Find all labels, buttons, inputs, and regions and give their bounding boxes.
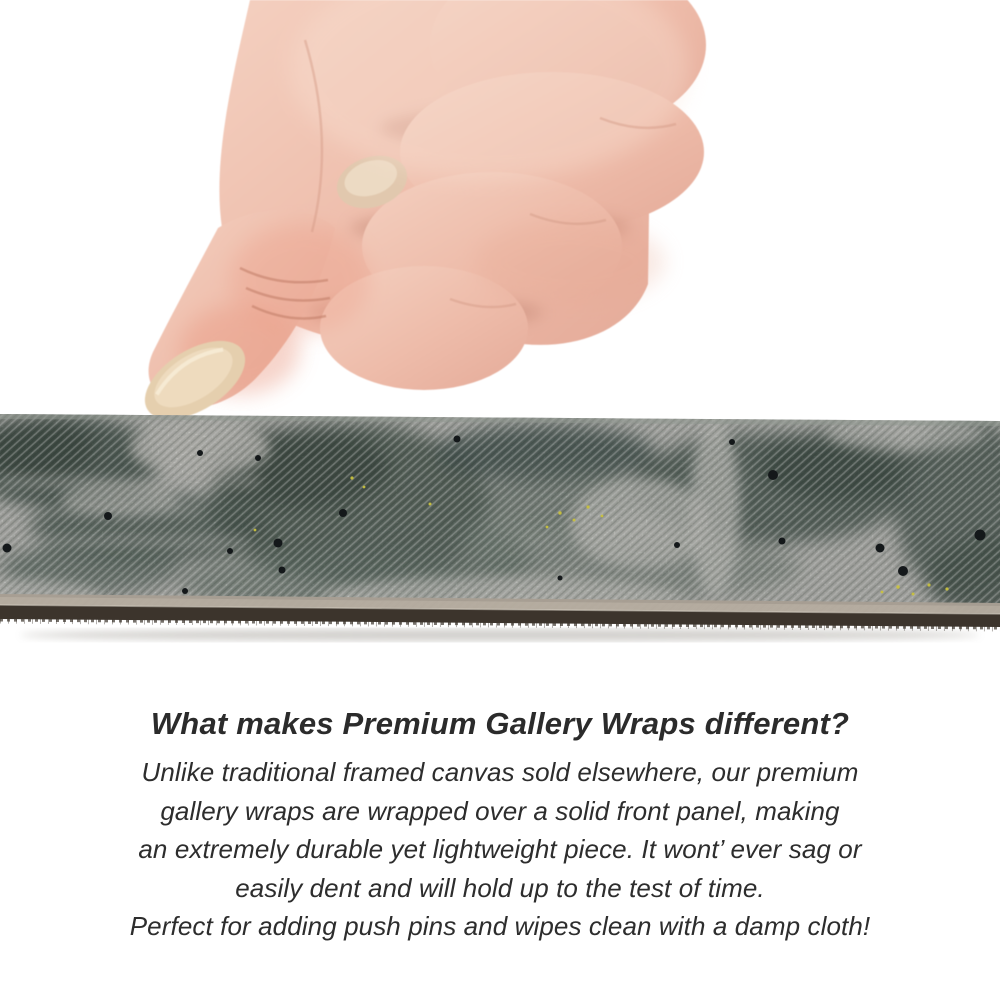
canvas-texture [0,408,1000,620]
info-line-2: gallery wraps are wrapped over a solid front panel, making [160,795,840,826]
skin-blush [475,220,665,304]
info-heading: What makes Premium Gallery Wraps different? [150,706,850,741]
info-text-block [0,703,1000,946]
canvas-edge-photo [0,408,1000,648]
info-line-1: Unlike traditional framed canvas sold elsewhere, our premium [141,757,859,787]
info-line-4: easily dent and will hold up to the test of time. [235,872,765,903]
info-line-3: an extremely durable yet lightweight piece. It wont’ ever sag or [138,834,862,864]
hand-photo [100,0,720,420]
strip-shadow [20,629,980,641]
info-line-5: Perfect for adding push pins and wipes clean with a damp cloth! [129,911,871,941]
